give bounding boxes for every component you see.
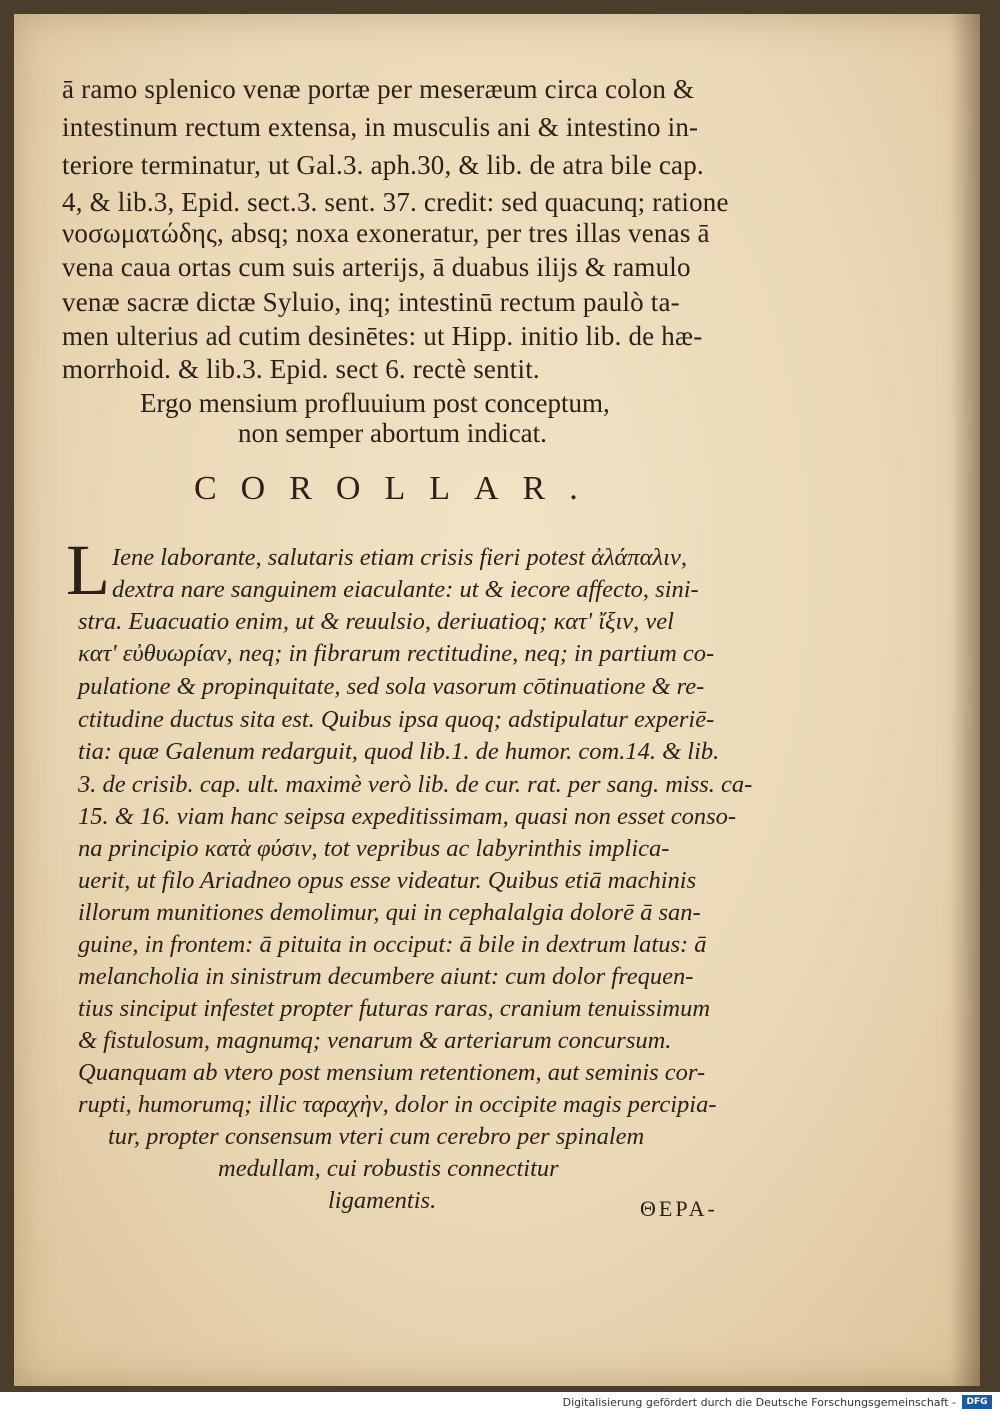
text-line: intestinum rectum extensa, in musculis ani & intestino in- xyxy=(62,112,699,142)
drop-cap: L xyxy=(66,530,110,610)
footer-bar xyxy=(0,1392,1000,1413)
conclusion-line-1: Ergo mensium profluuium post conceptum, xyxy=(140,388,610,418)
text-line: νοσωματώδης, absq; noxa exoneratur, per tres illas venas ā xyxy=(62,218,710,248)
text-line: teriore terminatur, ut Gal.3. aph.30, & lib. de atra bile cap. xyxy=(62,150,704,180)
conclusion-line-2: non semper abortum indicat. xyxy=(238,418,547,448)
text-line: melancholia in sinistrum decumbere aiunt: cum dolor frequen- xyxy=(78,963,694,990)
text-line: morrhoid. & lib.3. Epid. sect 6. rectè sentit. xyxy=(62,354,540,384)
text-line: 15. & 16. viam hanc seipsa expeditissimam, quasi non esset conso- xyxy=(78,803,737,830)
text-line: guine, in frontem: ā pituita in occiput: ā bile in dextrum latus: ā xyxy=(78,931,707,958)
text-line: vena caua ortas cum suis arterijs, ā duabus ilijs & ramulo xyxy=(62,252,691,282)
dfg-logo-icon: DFG xyxy=(962,1395,992,1409)
text-line: medullam, cui robustis connectitur xyxy=(218,1155,559,1182)
section-heading: COROLLAR. xyxy=(194,470,602,507)
page-fold-shadow xyxy=(950,14,980,1386)
text-line: pulatione & propinquitate, sed sola vasorum cōtinuatione & re- xyxy=(78,673,705,700)
text-line: uerit, ut filo Ariadneo opus esse videatur. Quibus etiā machinis xyxy=(78,867,697,894)
funding-credit: Digitalisierung gefördert durch die Deutsche Forschungsgemeinschaft - xyxy=(562,1396,956,1409)
text-line: tia: quæ Galenum redarguit, quod lib.1. de humor. com.14. & lib. xyxy=(78,738,720,765)
text-line: ā ramo splenico venæ portæ per meseræum circa colon & xyxy=(62,74,695,104)
text-line: Quanquam ab vtero post mensium retentionem, aut seminis cor- xyxy=(78,1059,706,1086)
text-line: tur, propter consensum vteri cum cerebro per spinalem xyxy=(108,1123,645,1150)
text-line: ctitudine ductus sita est. Quibus ipsa quoq; adstipulatur experiē- xyxy=(78,706,715,733)
text-line: rupti, humorumq; illic ταραχὴν, dolor in occipite magis percipia- xyxy=(78,1091,717,1118)
text-line: venæ sacræ dictæ Syluio, inq; intestinū rectum paulò ta- xyxy=(62,287,680,317)
text-line: men ulterius ad cutim desinētes: ut Hipp. initio lib. de hæ- xyxy=(62,321,703,351)
text-line: tius sinciput infestet propter futuras raras, cranium tenuissimum xyxy=(78,995,711,1022)
text-line: dextra nare sanguinem eiaculante: ut & iecore affecto, sini- xyxy=(112,576,699,603)
text-line: na principio κατὰ φύσιν, tot vepribus ac labyrinthis implica- xyxy=(78,835,670,862)
catchword: ΘΕΡΑ- xyxy=(640,1196,718,1221)
text-line: illorum munitiones demolimur, qui in cephalalgia dolorē ā san- xyxy=(78,899,701,926)
text-line: 4, & lib.3, Epid. sect.3. sent. 37. credit: sed quacunq; ratione xyxy=(62,187,729,217)
text-line: κατ' εὐθυωρίαν, neq; in fibrarum rectitudine, neq; in partium co- xyxy=(78,640,715,667)
text-line: stra. Euacuatio enim, ut & reuulsio, deriuatioq; κατ' ἴξιν, vel xyxy=(78,608,674,635)
text-line: & fistulosum, magnumq; venarum & arteriarum concursum. xyxy=(78,1027,672,1054)
text-line: ligamentis. xyxy=(328,1187,437,1214)
text-line: Iene laborante, salutaris etiam crisis fieri potest ἀλάπαλιν, xyxy=(112,544,687,571)
text-line: 3. de crisib. cap. ult. maximè verò lib. de cur. rat. per sang. miss. ca- xyxy=(78,771,753,798)
